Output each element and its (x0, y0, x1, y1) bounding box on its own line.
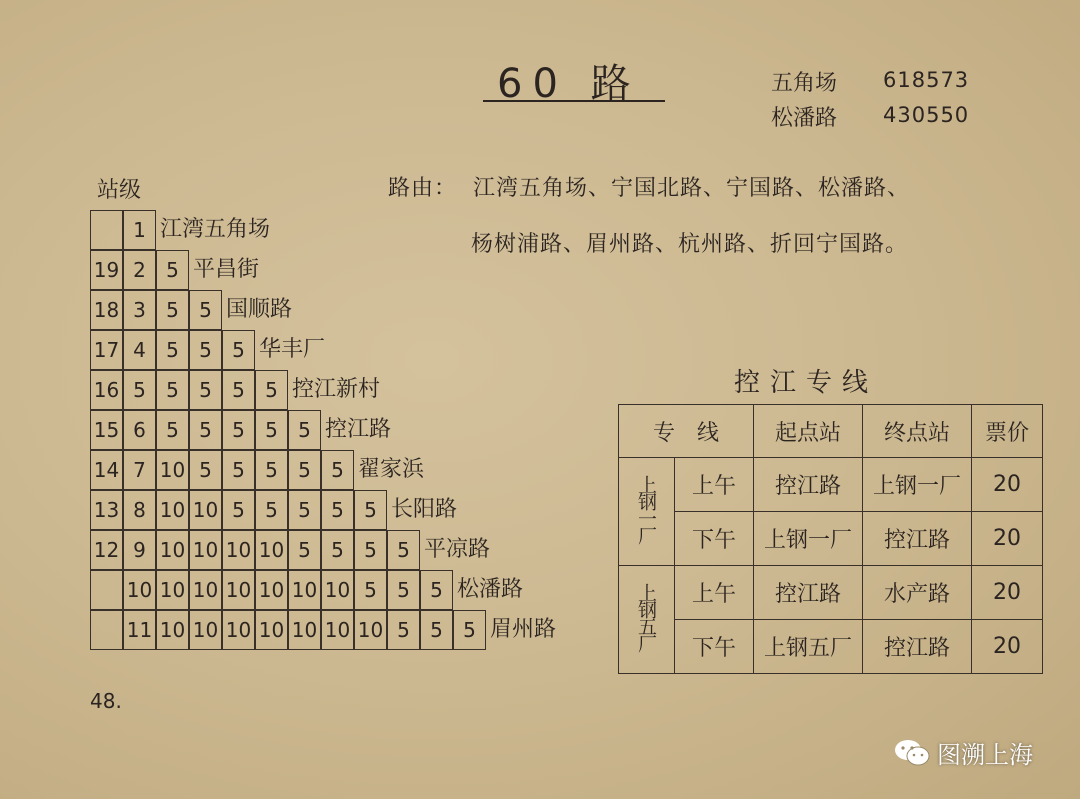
fare-left-number: 12 (90, 530, 123, 570)
fare-cell: 5 (156, 370, 189, 410)
fare-cell: 5 (387, 530, 420, 570)
station-name: 控江路 (325, 417, 392, 442)
route-title: 60 路 (497, 61, 641, 107)
special-line-table (618, 404, 1043, 674)
fare-cell: 5 (354, 530, 387, 570)
fare-cell: 5 (321, 450, 354, 490)
fare-cell: 10 (354, 610, 387, 650)
cell-to: 水产路 (863, 566, 972, 620)
route-line-2: 杨树浦路、眉州路、杭州路、折回宁国路。 (471, 232, 909, 257)
fare-cell: 10 (156, 490, 189, 530)
header-fare: 票价 (972, 405, 1043, 458)
fare-left-number (90, 570, 123, 610)
fare-cell: 10 (288, 610, 321, 650)
fare-cell: 5 (156, 410, 189, 450)
fare-stop-number: 1 (123, 210, 156, 250)
fare-cell: 5 (288, 490, 321, 530)
header-start: 起点站 (754, 405, 863, 458)
fare-left-number: 14 (90, 450, 123, 490)
group-name: 上钢一厂 (619, 458, 675, 566)
fare-cell: 5 (387, 570, 420, 610)
page-number: 48. (90, 689, 122, 713)
fare-cell: 5 (156, 330, 189, 370)
station-name: 翟家浜 (358, 457, 425, 482)
fare-left-number (90, 210, 123, 250)
fare-table-label: 站级 (97, 178, 142, 203)
fare-cell: 10 (156, 570, 189, 610)
station-name: 平昌街 (193, 257, 260, 282)
phone-place: 五角场 (771, 71, 838, 96)
fare-cell: 5 (288, 450, 321, 490)
fare-stop-number: 7 (123, 450, 156, 490)
fare-left-number: 13 (90, 490, 123, 530)
fare-cell: 10 (321, 570, 354, 610)
table-row (619, 620, 1043, 674)
cell-from: 上钢一厂 (754, 512, 863, 566)
fare-cell: 10 (156, 610, 189, 650)
fare-cell: 10 (189, 610, 222, 650)
fare-stop-number: 5 (123, 370, 156, 410)
fare-stop-number: 10 (123, 570, 156, 610)
special-line-title: 控江专线 (734, 368, 879, 398)
phone-row-1 (771, 66, 970, 97)
fare-cell: 5 (387, 610, 420, 650)
phone-number: 618573 (883, 68, 970, 92)
fare-cell: 5 (222, 370, 255, 410)
station-name: 松潘路 (457, 577, 524, 602)
fare-cell: 5 (288, 410, 321, 450)
fare-stop-number: 6 (123, 410, 156, 450)
fare-cell: 5 (189, 290, 222, 330)
phone-row-2 (771, 101, 970, 132)
table-row (619, 512, 1043, 566)
station-name: 江湾五角场 (160, 217, 271, 242)
fare-stop-number: 4 (123, 330, 156, 370)
fare-cell: 10 (255, 530, 288, 570)
fare-cell: 5 (222, 450, 255, 490)
phone-place: 松潘路 (771, 106, 838, 131)
cell-time: 下午 (675, 512, 754, 566)
fare-cell: 10 (156, 450, 189, 490)
fare-cell: 10 (321, 610, 354, 650)
fare-cell: 10 (288, 570, 321, 610)
fare-cell: 5 (354, 490, 387, 530)
fare-left-number: 17 (90, 330, 123, 370)
fare-cell: 10 (255, 610, 288, 650)
fare-cell: 5 (255, 450, 288, 490)
station-name: 国顺路 (226, 297, 293, 322)
station-name: 长阳路 (391, 497, 458, 522)
fare-cell: 5 (255, 370, 288, 410)
cell-time: 下午 (675, 620, 754, 674)
title-underline (483, 100, 665, 102)
fare-cell: 5 (222, 410, 255, 450)
cell-from: 上钢五厂 (754, 620, 863, 674)
table-row (619, 458, 1043, 512)
fare-cell: 5 (255, 490, 288, 530)
fare-cell: 5 (189, 370, 222, 410)
cell-fare: 20 (972, 512, 1043, 566)
fare-cell: 5 (321, 490, 354, 530)
cell-to: 上钢一厂 (863, 458, 972, 512)
fare-cell: 10 (189, 570, 222, 610)
wechat-icon (893, 738, 931, 768)
fare-stop-number: 3 (123, 290, 156, 330)
fare-cell: 10 (222, 530, 255, 570)
fare-cell: 5 (189, 410, 222, 450)
phone-number: 430550 (883, 103, 970, 127)
station-name: 眉州路 (490, 617, 557, 642)
fare-cell: 5 (156, 290, 189, 330)
fare-cell: 10 (222, 610, 255, 650)
fare-left-number: 18 (90, 290, 123, 330)
fare-cell: 5 (189, 330, 222, 370)
fare-cell: 10 (189, 530, 222, 570)
station-name: 平凉路 (424, 537, 491, 562)
fare-cell: 5 (189, 450, 222, 490)
fare-cell: 5 (354, 570, 387, 610)
cell-fare: 20 (972, 620, 1043, 674)
fare-cell: 5 (156, 250, 189, 290)
fare-left-number (90, 610, 123, 650)
cell-from: 控江路 (754, 458, 863, 512)
fare-left-number: 15 (90, 410, 123, 450)
route-line-1: 江湾五角场、宁国北路、宁国路、松潘路、 (473, 176, 911, 201)
cell-from: 控江路 (754, 566, 863, 620)
cell-to: 控江路 (863, 620, 972, 674)
station-name: 控江新村 (292, 377, 381, 402)
fare-cell: 10 (255, 570, 288, 610)
fare-left-number: 19 (90, 250, 123, 290)
fare-stop-number: 9 (123, 530, 156, 570)
fare-cell: 10 (222, 570, 255, 610)
fare-stop-number: 8 (123, 490, 156, 530)
table-row (619, 566, 1043, 620)
route-label: 路由： (388, 176, 458, 201)
fare-left-number: 16 (90, 370, 123, 410)
fare-cell: 5 (255, 410, 288, 450)
fare-stop-number: 2 (123, 250, 156, 290)
cell-to: 控江路 (863, 512, 972, 566)
watermark (893, 735, 1033, 770)
cell-fare: 20 (972, 458, 1043, 512)
fare-cell: 5 (420, 610, 453, 650)
fare-cell: 5 (420, 570, 453, 610)
station-name: 华丰厂 (259, 337, 326, 362)
group-name: 上钢五厂 (619, 566, 675, 674)
watermark-text: 图溯上海 (937, 741, 1033, 769)
cell-time: 上午 (675, 458, 754, 512)
cell-fare: 20 (972, 566, 1043, 620)
fare-stop-number: 11 (123, 610, 156, 650)
fare-cell: 10 (156, 530, 189, 570)
header-line: 专 线 (619, 405, 754, 458)
table-header-row (619, 405, 1043, 458)
fare-cell: 5 (288, 530, 321, 570)
fare-cell: 5 (321, 530, 354, 570)
fare-cell: 5 (222, 490, 255, 530)
fare-cell: 5 (453, 610, 486, 650)
fare-cell: 10 (189, 490, 222, 530)
header-end: 终点站 (863, 405, 972, 458)
cell-time: 上午 (675, 566, 754, 620)
fare-cell: 5 (222, 330, 255, 370)
